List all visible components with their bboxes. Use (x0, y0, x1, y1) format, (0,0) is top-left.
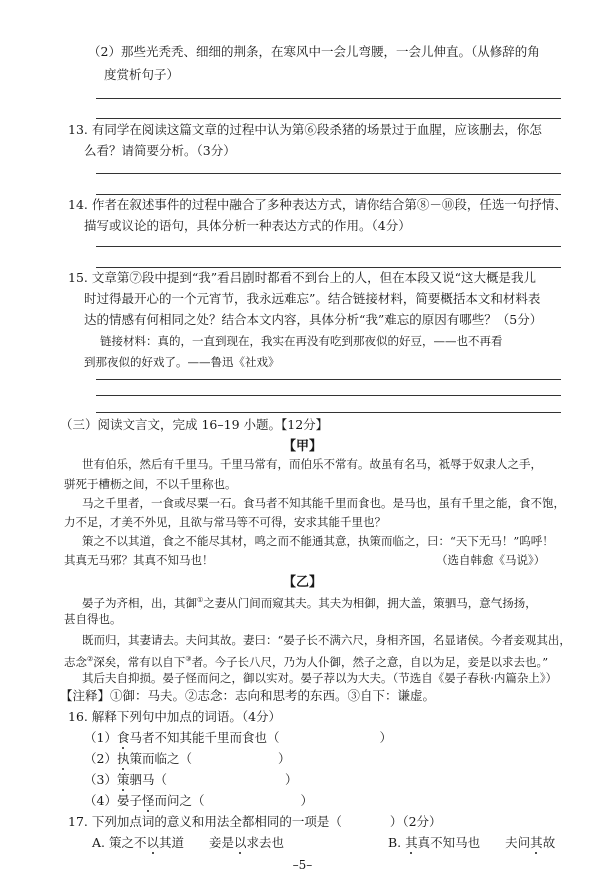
dotted-char: 其 (530, 835, 543, 850)
answer-line (96, 118, 561, 119)
yi-line5: 其后夫自抑损。晏子怪而问之，御以实对。晏子荐以为大夫。（节选自《晏子春秋·内篇杂上》） (82, 671, 558, 686)
note-marker: ③ (185, 655, 192, 664)
yi-line4: 志念②深矣，常有以自下③者。今子长八尺，乃为人仆御，然子之意，自以为足，妾是以求去也。” (64, 655, 549, 670)
note-marker: ② (87, 655, 94, 664)
page-number: –5– (292, 858, 313, 872)
answer-line (96, 98, 561, 99)
answer-line (96, 246, 561, 247)
q15-link-material-line1: 链接材料：真的，一直到现在，我实在再没有吃到那夜似的好豆，——也不再看 (100, 334, 503, 349)
jia-title: 【甲】 (282, 439, 322, 455)
q14-line2: 描写或议论的语句，具体分析一种表达方式的作用。（4分） (84, 217, 411, 233)
q16-item-2: （2）执策而临之（ ） (84, 750, 291, 766)
jia-line6: 其真无马邪？其真不知马也！ (64, 552, 214, 567)
q14-line1: 14. 作者在叙述事件的过程中融合了多种表达方式，请你结合第⑧－⑩段，任选一句抒情、 (68, 196, 567, 212)
note-marker: ① (197, 596, 204, 605)
q16-item-1: （1）食马者不知其能千里而食也（ ） (84, 729, 392, 745)
q16-item-3: （3）策驷马（ ） (84, 771, 298, 787)
q16-stem: 16. 解释下列句中加点的词语。（4分） (68, 708, 282, 724)
q16-item-4: （4）晏子怪而问之（ ） (84, 792, 313, 808)
answer-line (96, 379, 561, 380)
yi-line1: 晏子为齐相，出，其御①之妻从门间而窥其夫。其夫为相御，拥大盖，策驷马，意气扬扬， (82, 595, 537, 610)
q12-2-line1: （2）那些光秃秃、细细的荆条，在寒风中一会儿弯腰，一会儿伸直。（从修辞的角 (88, 43, 540, 59)
q15-line2: 时过得最开心的一个元宵节，我永远难忘”。结合链接材料，简要概括本文和材料表 (84, 291, 541, 307)
answer-line (96, 395, 561, 396)
annotation-note: 【注释】①御：马夫。②志念：志向和思考的东西。③自下：谦虚。 (60, 687, 436, 703)
jia-line3: 马之千里者，一食或尽粟一石。食马者不知其能千里而食也。是马也，虽有千里之能，食不饱， (82, 495, 565, 510)
q15-line1: 15. 文章第⑦段中提到“我”看吕剧时都看不到台上的人，但在本段又说“这大概是我儿 (68, 270, 537, 286)
section3-heading: （三）阅读文言文，完成 16–19 小题。【12分】 (60, 417, 329, 433)
dotted-char: 以 (234, 835, 247, 850)
jia-line2: 骈死于槽枥之间，不以千里称也。 (64, 476, 237, 491)
yi-line3: 既而归，其妻请去。夫问其故。妻曰：“晏子长不满六尺，身相齐国，名显诸侯。今者妾观其出， (82, 633, 571, 648)
answer-line (96, 267, 561, 268)
jia-line4: 力不足，才美不外见，且欲与常马等不可得，安求其能千里也？ (64, 514, 386, 529)
q15-link-material-line2: 到那夜似的好戏了。——鲁迅《社戏》 (84, 355, 280, 370)
q17-stem: 17. 下列加点词的意义和用法全都相同的一项是（ ）（2分） (68, 813, 442, 829)
jia-line1: 世有伯乐，然后有千里马。千里马常有，而伯乐不常有。故虽有名马，祗辱于奴隶人之手， (82, 457, 542, 472)
answer-line (96, 194, 561, 195)
yi-title: 【乙】 (282, 575, 322, 591)
answer-line (96, 173, 561, 174)
dotted-char: 以 (146, 835, 159, 850)
q13-line1: 13. 有同学在阅读这篇文章的过程中认为第⑥段杀猪的场景过于血腥，应该删去，你怎 (68, 122, 542, 138)
q17-option-a: A. 策之不以其道 妾是以求去也 (92, 835, 285, 850)
q15-line3: 达的情感有何相同之处？结合本文内容，具体分析“我”难忘的原因有哪些？（5分） (84, 312, 543, 328)
jia-source: （选自韩愈《马说》） (436, 552, 546, 567)
yi-line2: 甚自得也。 (64, 612, 122, 627)
q13-line2: 么看？请简要分析。（3分） (84, 143, 236, 159)
dotted-char: 其 (405, 835, 418, 850)
q17-option-b: B. 其真不知马也 夫问其故 (388, 835, 556, 850)
q12-2-line2: 度赏析句子） (104, 66, 180, 82)
jia-line5: 策之不以其道，食之不能尽其材，鸣之而不能通其意，执策而临之，曰：“天下无马！”呜呼！ (82, 533, 554, 548)
answer-line (96, 412, 561, 413)
